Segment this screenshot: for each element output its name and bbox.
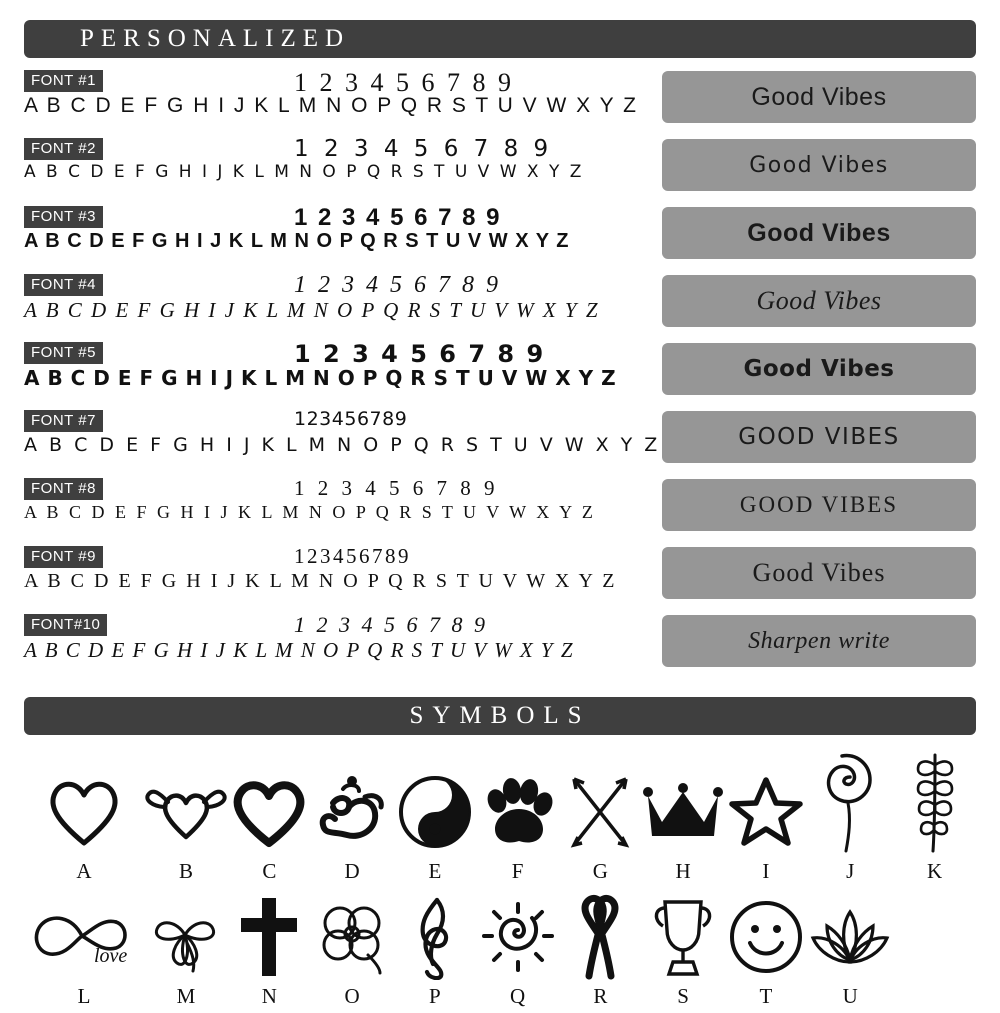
font-digits: 1 2 3 4 5 6 7 8 9: [294, 612, 488, 637]
font-row[interactable]: [24, 546, 644, 614]
font-tag: FONT#10: [24, 614, 107, 636]
font-row[interactable]: [24, 478, 644, 546]
font-sample-chip[interactable]: [662, 139, 976, 191]
lotus-icon: [807, 894, 893, 980]
paw-print-icon: [479, 769, 557, 855]
font-sample-text: GOOD VIBES: [738, 424, 900, 450]
font-sample-text: Sharpen write: [748, 627, 890, 654]
font-digits: 1 2 3 4 5 6 7 8 9: [294, 136, 553, 162]
font-row[interactable]: [24, 408, 661, 478]
symbol-cell[interactable]: [476, 751, 559, 888]
font-tag: FONT #8: [24, 478, 103, 500]
symbol-label: K: [927, 859, 943, 883]
yin-yang-icon: [397, 769, 473, 855]
font-tag: FONT #7: [24, 410, 103, 432]
font-digits: 123456789: [294, 408, 408, 430]
star-outline-icon: [728, 769, 804, 855]
symbol-cell[interactable]: [725, 894, 808, 1013]
font-sample-chip[interactable]: [662, 207, 976, 259]
four-leaf-clover-icon: [147, 894, 225, 980]
symbol-cell[interactable]: [476, 894, 559, 1013]
symbol-cell[interactable]: [807, 751, 893, 888]
font-alphabet: A B C D E F G H I J K L M N O P Q R S T U V W X Y Z: [24, 162, 584, 182]
symbol-label: P: [429, 984, 441, 1008]
font-list: [24, 70, 976, 683]
font-sample-chip[interactable]: [662, 71, 976, 123]
leaf-branch-icon: [906, 751, 964, 855]
font-sample-text: GOOD VIBES: [739, 492, 899, 517]
font-row[interactable]: [24, 342, 644, 410]
font-row[interactable]: [24, 614, 644, 682]
crown-icon: [642, 769, 724, 855]
symbol-label: Q: [510, 984, 526, 1008]
sun-spiral-icon: [478, 894, 558, 980]
font-alphabet: A B C D E F G H I J K L M N O P Q R S T U V W X Y Z: [24, 638, 575, 662]
symbol-label: O: [344, 984, 360, 1008]
om-icon: [313, 769, 391, 855]
font-alphabet: A B C D E F G H I J K L M N O P Q R S T U V W X Y Z: [24, 502, 596, 522]
symbol-label: I: [762, 859, 770, 883]
font-digits: 1 2 3 4 5 6 7 8 9: [294, 68, 514, 97]
infinity-love-icon: [24, 894, 144, 980]
personalized-banner: PERSONALIZED: [24, 20, 976, 58]
symbol-cell[interactable]: [144, 751, 228, 888]
font-specimens: [24, 68, 661, 683]
symbol-label: S: [677, 984, 689, 1008]
symbol-label: C: [262, 859, 277, 883]
heart-solid-icon: [230, 769, 308, 855]
font-digits: 1 2 3 4 5 6 7 8 9: [294, 340, 546, 368]
font-tag: FONT #9: [24, 546, 103, 568]
smiley-face-icon: [728, 894, 804, 980]
symbol-cell[interactable]: [642, 894, 725, 1013]
symbol-label: L: [77, 984, 91, 1008]
font-sample-chip[interactable]: [662, 479, 976, 531]
winged-heart-icon: [144, 769, 228, 855]
symbol-grid: [24, 751, 976, 1013]
symbol-cell[interactable]: [642, 751, 725, 888]
font-tag: FONT #1: [24, 70, 103, 92]
font-alphabet: A B C D E F G H I J K L M N O P Q R S T U V W X Y Z: [24, 298, 600, 322]
symbol-cell[interactable]: [144, 894, 228, 1013]
font-alphabet: A B C D E F G H I J K L M N O P Q R S T U V W X Y Z: [24, 230, 570, 252]
font-row[interactable]: [24, 138, 644, 206]
font-sample-text: Good Vibes: [751, 82, 887, 111]
lollipop-spiral-icon: [818, 751, 882, 855]
symbol-label: E: [428, 859, 442, 883]
symbol-cell[interactable]: [311, 894, 394, 1013]
symbol-cell[interactable]: [559, 751, 642, 888]
font-alphabet: A B C D E F G H I J K L M N O P Q R S T U V W X Y Z: [24, 434, 661, 456]
font-tag: FONT #3: [24, 206, 103, 228]
font-sample-text: Good Vibes: [752, 558, 886, 587]
awareness-ribbon-icon: [571, 894, 629, 980]
symbol-label: R: [593, 984, 608, 1008]
symbol-cell[interactable]: [807, 894, 893, 1013]
symbol-label: J: [846, 859, 855, 883]
symbol-cell[interactable]: [228, 751, 311, 888]
symbol-cell[interactable]: [24, 751, 144, 888]
symbol-label: B: [178, 859, 193, 883]
symbol-label: D: [344, 859, 360, 883]
font-alphabet: A B C D E F G H I J K L M N O P Q R S T U V W X Y Z: [24, 366, 617, 390]
font-digits: 1 2 3 4 5 6 7 8 9: [294, 204, 502, 231]
symbol-label: G: [592, 859, 608, 883]
font-tag: FONT #2: [24, 138, 103, 160]
font-sample-text: Good Vibes: [749, 152, 889, 178]
treble-clef-icon: [407, 894, 463, 980]
font-row[interactable]: [24, 70, 644, 138]
font-alphabet: A B C D E F G H I J K L M N O P Q R S T U V W X Y Z: [24, 570, 617, 592]
crossed-arrows-icon: [562, 769, 638, 855]
symbol-cell[interactable]: [893, 751, 976, 888]
symbol-label: A: [76, 859, 92, 883]
svg-text:love: love: [94, 945, 128, 967]
font-sample-chip[interactable]: [662, 275, 976, 327]
symbol-cell[interactable]: [311, 751, 394, 888]
flower-icon: [312, 894, 392, 980]
font-sample-chip[interactable]: [662, 547, 976, 599]
symbol-label: N: [261, 984, 277, 1008]
font-digits: 1 2 3 4 5 6 7 8 9: [294, 272, 501, 298]
font-sample-text: Good Vibes: [743, 356, 895, 382]
trophy-icon: [647, 894, 719, 980]
symbol-label: M: [176, 984, 196, 1008]
symbol-cell[interactable]: [394, 894, 477, 1013]
font-row[interactable]: [24, 206, 644, 274]
font-sample-text: Good Vibes: [747, 218, 891, 247]
symbol-cell[interactable]: [394, 751, 477, 888]
symbol-label: F: [511, 859, 524, 883]
font-sample-chip[interactable]: [662, 615, 976, 667]
font-tag: FONT #5: [24, 342, 103, 364]
symbol-cell[interactable]: [24, 894, 144, 1013]
font-sample-chip[interactable]: [662, 411, 976, 463]
font-sample-chip[interactable]: [662, 343, 976, 395]
symbol-label: U: [842, 984, 858, 1008]
font-digits: 123456789: [294, 544, 411, 568]
font-samples: [644, 70, 976, 683]
heart-outline-icon: [45, 769, 123, 855]
font-digits: 1 2 3 4 5 6 7 8 9: [294, 476, 499, 500]
symbol-cell[interactable]: [559, 894, 642, 1013]
font-sample-text: Good Vibes: [756, 286, 882, 315]
symbols-banner: SYMBOLS: [24, 697, 976, 735]
font-tag: FONT #4: [24, 274, 103, 296]
symbol-label: H: [675, 859, 691, 883]
font-row[interactable]: [24, 274, 644, 342]
symbol-cell[interactable]: [725, 751, 808, 888]
font-alphabet: A B C D E F G H I J K L M N O P Q R S T U V W X Y Z: [24, 94, 638, 117]
symbol-cell[interactable]: [228, 894, 311, 1013]
symbol-label: T: [759, 984, 773, 1008]
cross-icon: [239, 894, 299, 980]
